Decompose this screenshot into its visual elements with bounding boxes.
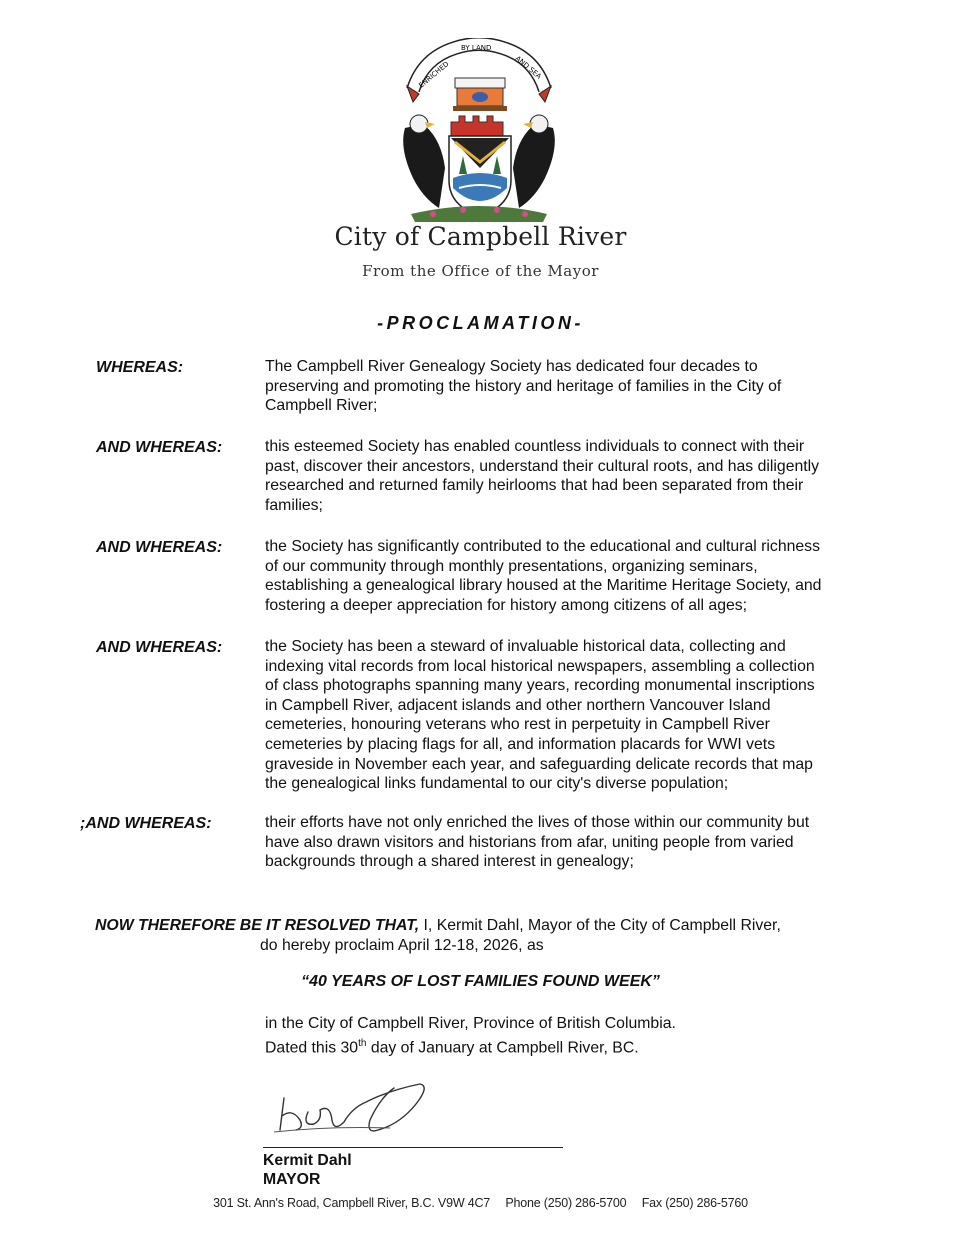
- document-title: -PROCLAMATION-: [377, 313, 584, 333]
- city-crest-icon: [393, 38, 565, 222]
- footer-address: 301 St. Ann's Road, Campbell River, B.C. V9W 4C7: [213, 1196, 491, 1210]
- motto-top: BY LAND: [461, 44, 492, 52]
- mayor-signature: [270, 1068, 440, 1148]
- signatory-name: Kermit Dahl: [263, 1152, 352, 1169]
- footer-fax: Fax (250) 286-5760: [641, 1196, 748, 1210]
- city-name: City of Campbell River: [334, 222, 627, 251]
- motto-left: ENRICHED: [417, 60, 451, 90]
- clause-label: AND WHEREAS:: [96, 639, 223, 656]
- motto-right: AND SEA: [513, 54, 543, 81]
- clause-text: the Society has been a steward of invaluable historical data, collecting and indexing vital records from local historical newspapers, assembling a collection of class photographs spanning many years, recording monumental inscriptions in Campbell River, adjacent islands and other northern Vancouver Island cemeteries, honouring veterans who rest in perpetuity in Campbell River cemeteries by placing flags for all, and information placards for WWI vets graveside in November each year, and safeguarding delicate records that map the genealogical links fundamental to our city's diverse population;: [265, 638, 815, 793]
- clause-label: AND WHEREAS:: [96, 539, 223, 556]
- closing-text: in the City of Campbell River, Province of British Columbia. Dated this 30th day of January at Campbell River, BC.: [265, 1015, 676, 1056]
- clause-text: this esteemed Society has enabled countless individuals to connect with their past, discover their ancestors, understand their cultural roots, and has diligently researched and returned family heirlooms that had been separated from their families;: [265, 438, 820, 514]
- clause-label: WHEREAS:: [96, 359, 184, 376]
- signatory-title: MAYOR: [263, 1171, 321, 1188]
- proclaimed-week-title: “40 YEARS OF LOST FAMILIES FOUND WEEK”: [301, 973, 660, 990]
- clause-text: the Society has significantly contributed to the educational and cultural richness of our community through monthly presentations, organizing seminars, establishing a genealogical library housed at the Maritime Heritage Society, and fostering a deeper appreciation for history among citizens of all ages;: [265, 538, 822, 614]
- office-subtitle: From the Office of the Mayor: [362, 262, 599, 280]
- clause-label: ;AND WHEREAS:: [80, 815, 212, 832]
- clause-text: The Campbell River Genealogy Society has dedicated four decades to preserving and promoting the history and heritage of families in the City of Campbell River;: [265, 358, 782, 415]
- footer-contact: [0, 1196, 961, 1210]
- footer-phone: Phone (250) 286-5700: [505, 1196, 627, 1210]
- clause-text: their efforts have not only enriched the lives of those within our community but have also drawn visitors and historians from afar, uniting people from varied backgrounds through a shared interest in genealogy;: [265, 814, 810, 871]
- clause-label: AND WHEREAS:: [96, 439, 223, 456]
- resolution: NOW THEREFORE BE IT RESOLVED THAT, I, Kermit Dahl, Mayor of the City of Campbell River, do hereby proclaim April 12-18, 2026, as: [95, 917, 781, 954]
- signatory: [263, 1151, 352, 1189]
- signature-line: [263, 1147, 563, 1148]
